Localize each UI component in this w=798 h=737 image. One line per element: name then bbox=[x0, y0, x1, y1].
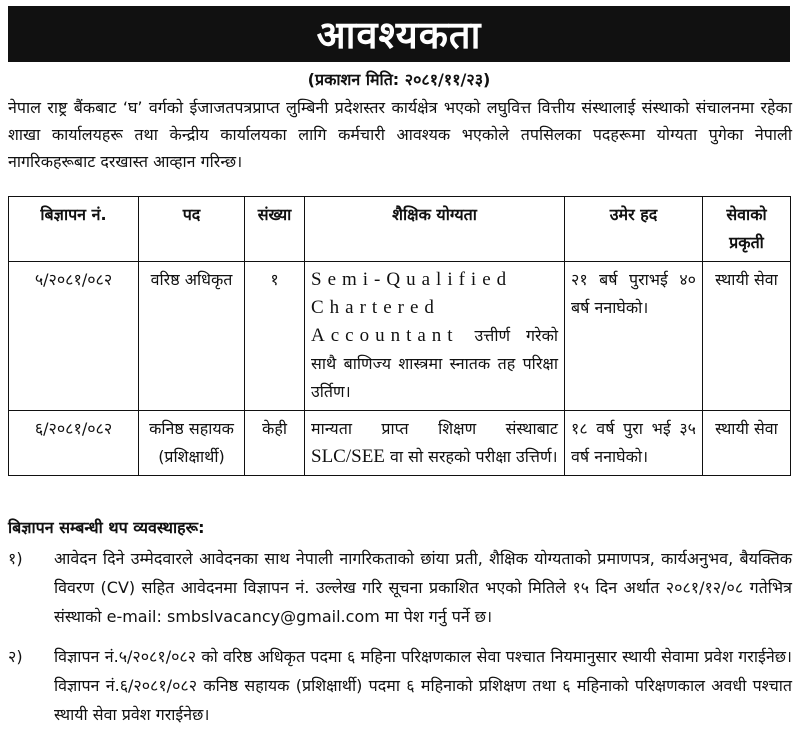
intro-paragraph: नेपाल राष्ट्र बैंकबाट ‘घ’ वर्गको ईजाजतपत्रप्राप्त लुम्बिनी प्रदेशस्तर कार्यक्षेत्र भएको लघुवित्त वित्तीय संस्थालाई संस्थाको संचालनमा रहेका शाखा कार्यालयहरू तथा केन्द्रीय कार्यालयका लागि कर्मचारी आवश्यक भएकोले तपसिलका पदहरूमा योग्यता पुगेका नेपाली नागरिकहरूबाट दरखास्त आव्हान गरिन्छ। bbox=[8, 98, 792, 171]
age-cell: १८ वर्ष पुरा भई ३५ वर्ष ननाघेको। bbox=[565, 411, 703, 476]
col-header-age-limit: उमेर हद bbox=[565, 197, 703, 262]
qualification-latin: Semi-Qualified Chartered Accountant bbox=[311, 269, 513, 346]
note-text: आवेदन दिने उम्मेदवारले आवेदनका साथ नेपाली नागरिकताको छांया प्रती, शैक्षिक योग्यताको प्रमाणपत्र, कार्यअनुभव, बैयक्तिक विवरण (CV) सहित आवेदनमा विज्ञापन नं. उल्लेख गरि सूचना प्रकाशित भएको मितिले १५ दिन अर्थात २०८१/१२/०८ गतेभित्र संस्थाको e-mail: smbslvacancy@gmail.com मा पेश गर्नु पर्ने छ। bbox=[54, 549, 792, 626]
note-number: २) bbox=[8, 647, 23, 666]
col-header-service-type: सेवाको प्रकृती bbox=[703, 197, 791, 262]
table-header-row bbox=[9, 197, 791, 262]
qualification-cell bbox=[305, 411, 565, 476]
service-cell: स्थायी सेवा bbox=[703, 262, 791, 411]
ad-no-cell: ५/२०८१/०८२ bbox=[9, 262, 139, 411]
col-header-ad-no: बिज्ञापन नं. bbox=[9, 197, 139, 262]
count-cell: १ bbox=[245, 262, 305, 411]
note-item bbox=[8, 642, 792, 729]
age-cell: २१ बर्ष पुराभई ४० बर्ष ननाघेको। bbox=[565, 262, 703, 411]
notes-title: बिज्ञापन सम्बन्धी थप व्यवस्थाहरू: bbox=[8, 518, 205, 537]
note-text: विज्ञापन नं.५/२०८१/०८२ को वरिष्ठ अधिकृत पदमा ६ महिना परिक्षणकाल सेवा पश्चात नियमानुसार स्थायी सेवामा प्रवेश गराईनेछ। विज्ञापन नं.६/२०८१/०८२ कनिष्ठ सहायक (प्रशिक्षार्थी) पदमा ६ महिनाको प्रशिक्षण तथा ६ महिनाको परिक्षणकाल अवधी पश्चात स्थायी सेवा प्रवेश गराईनेछ। bbox=[54, 647, 792, 724]
col-header-post: पद bbox=[139, 197, 245, 262]
ad-no-cell: ६/२०८१/०८२ bbox=[9, 411, 139, 476]
count-cell: केही bbox=[245, 411, 305, 476]
qualification-text: उत्तीर्ण गरेको साथै बाणिज्य शास्त्रमा स्नातक तह परिक्षा उर्तिण। bbox=[311, 326, 558, 401]
service-cell: स्थायी सेवा bbox=[703, 411, 791, 476]
qualification-cell bbox=[305, 262, 565, 411]
vacancy-table bbox=[8, 196, 791, 476]
publication-date: (प्रकाशन मिति: २०८१/११/२३) bbox=[307, 70, 491, 89]
col-header-qualification: शैक्षिक योग्यता bbox=[305, 197, 565, 262]
notice-title: आवश्यकता bbox=[8, 6, 790, 62]
post-cell: वरिष्ठ अधिकृत bbox=[139, 262, 245, 411]
note-item bbox=[8, 544, 792, 631]
qualification-latin: SLC/SEE bbox=[311, 446, 385, 467]
post-cell: कनिष्ठ सहायक (प्रशिक्षार्थी) bbox=[139, 411, 245, 476]
qualification-text-b: वा सो सरहको परीक्षा उत्तिर्ण। bbox=[390, 447, 558, 466]
qualification-text-a: मान्यता प्राप्त शिक्षण संस्थाबाट bbox=[311, 419, 558, 438]
note-number: १) bbox=[8, 549, 23, 568]
col-header-count: संख्या bbox=[245, 197, 305, 262]
table-row bbox=[9, 262, 791, 411]
table-row bbox=[9, 411, 791, 476]
